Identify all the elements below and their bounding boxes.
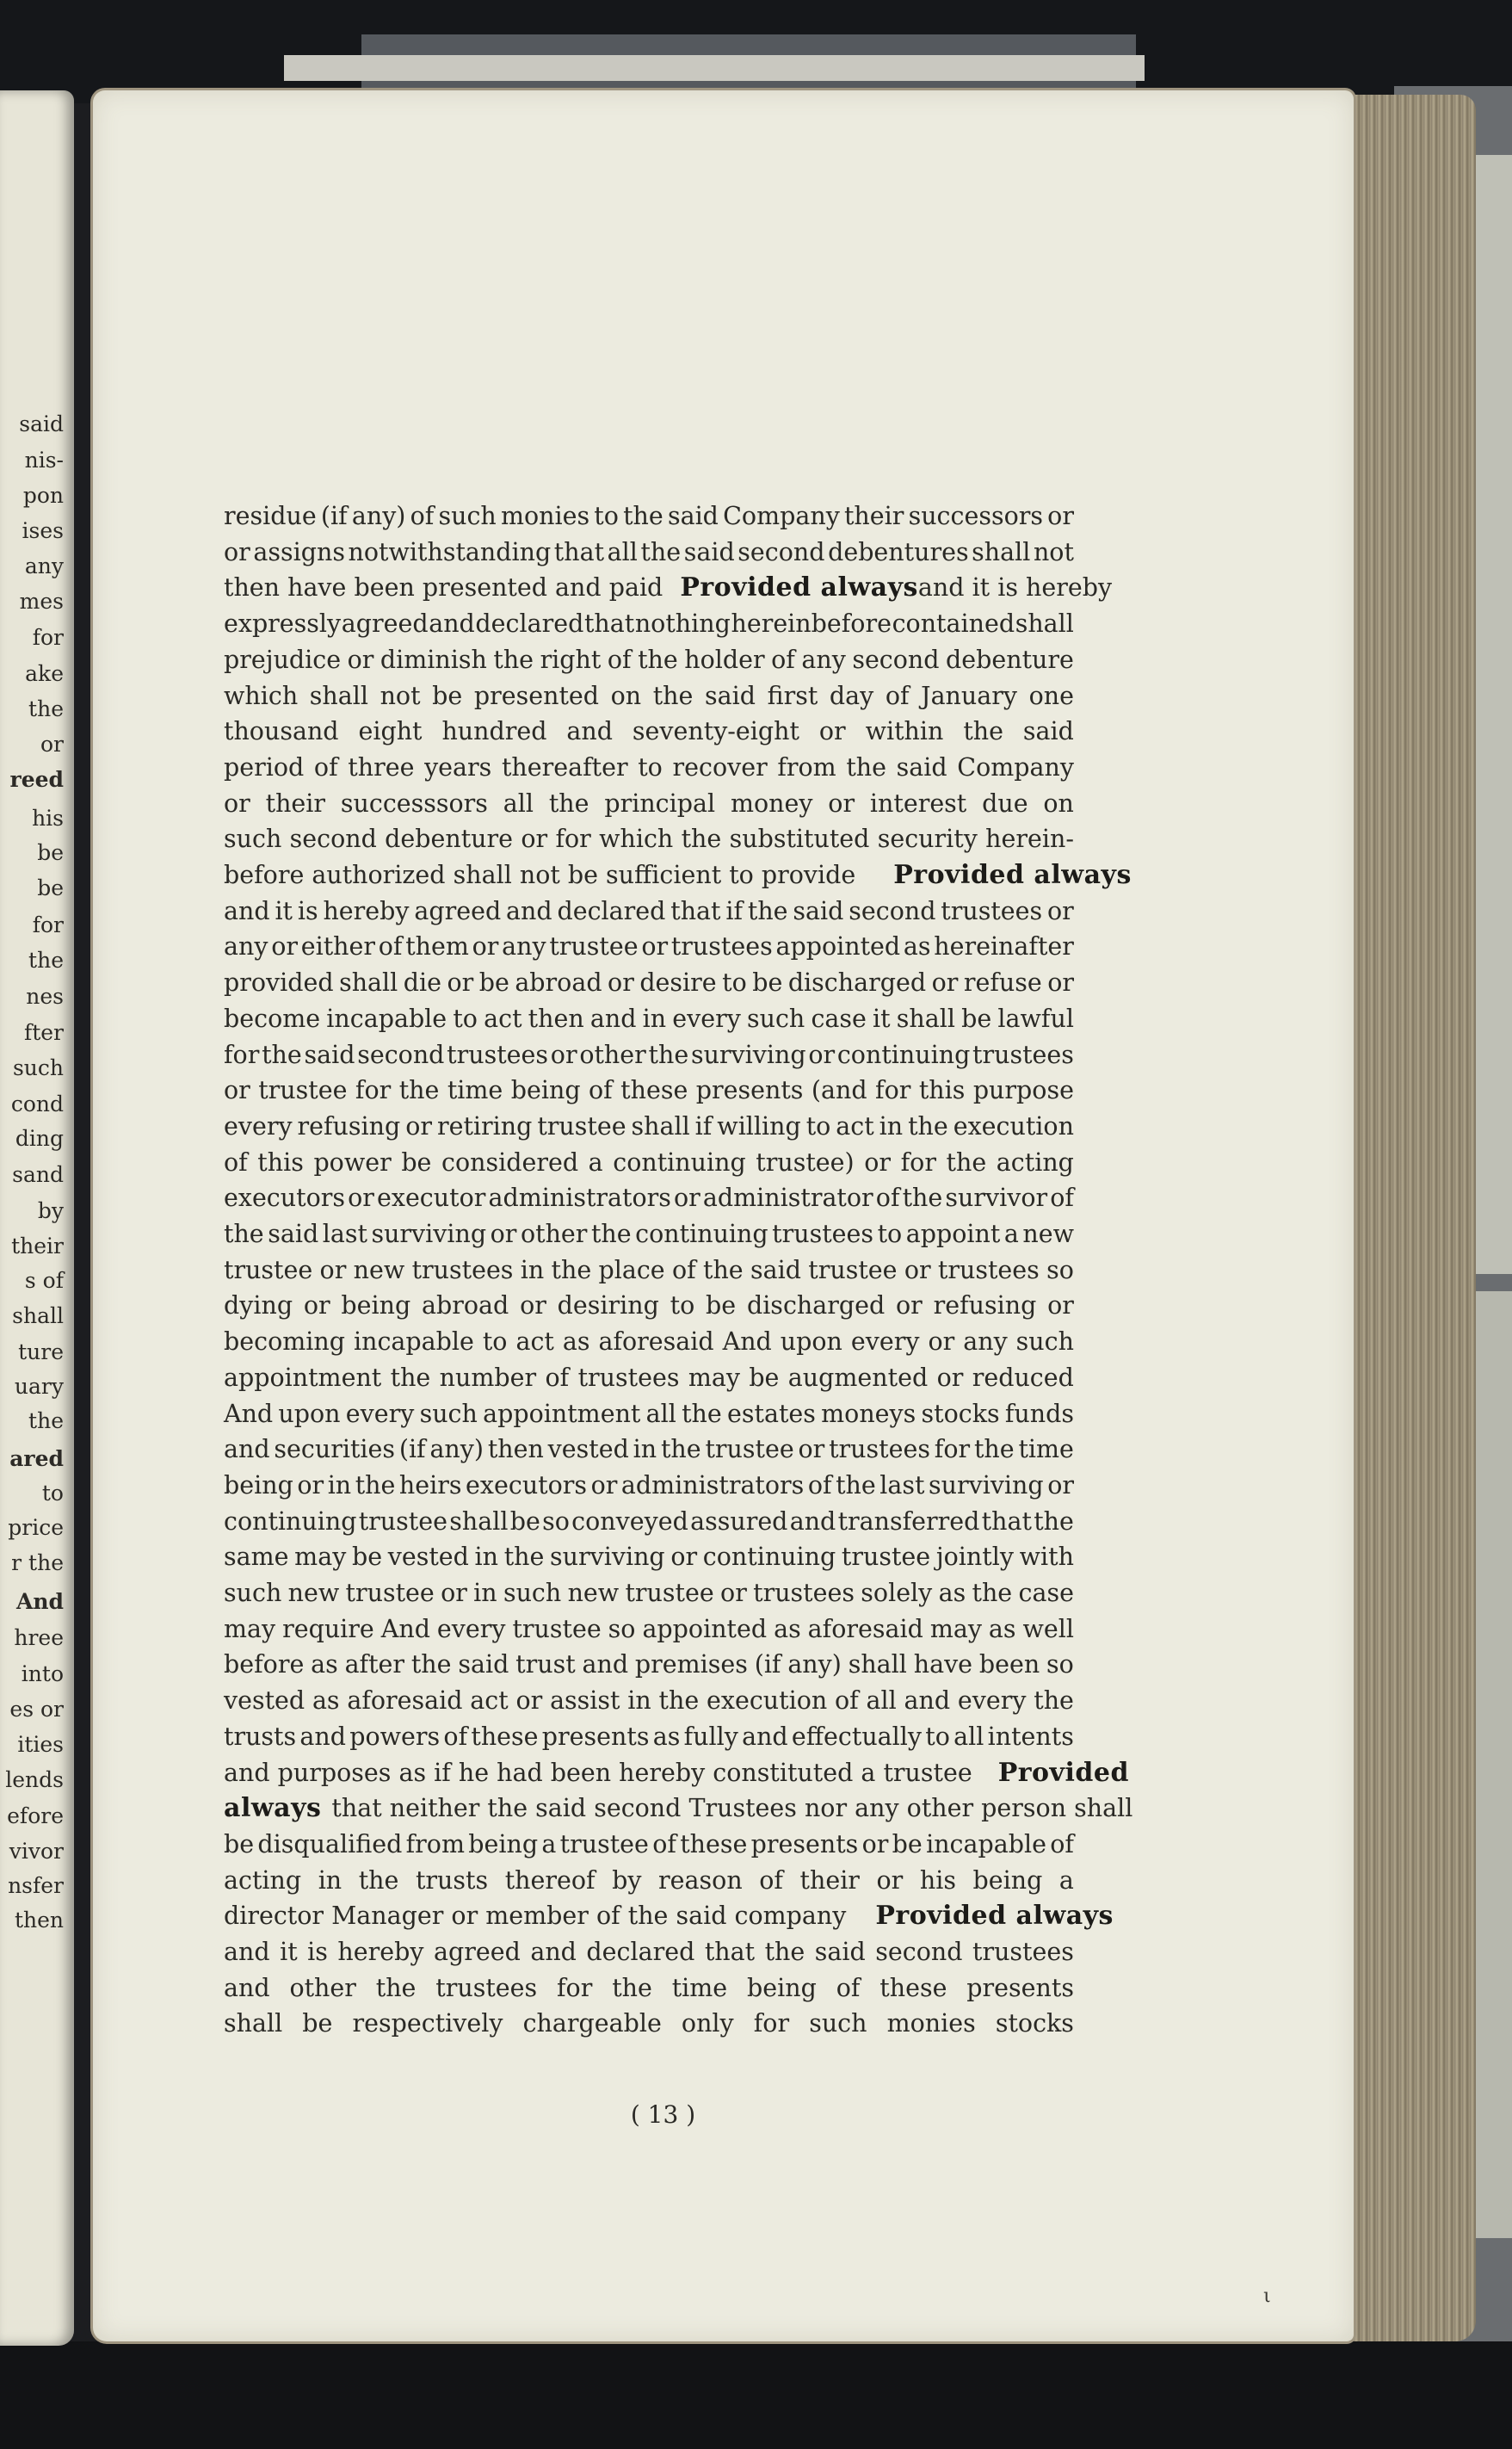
text-segment: trusts and powers of these presents as fully and effectually to all intents <box>224 1722 1074 1751</box>
text-segment: and it is hereby <box>917 573 1113 603</box>
left-page-fragment: for <box>32 625 64 650</box>
text-segment: being or in the heirs executors or administrators of the last surviving or <box>224 1470 1074 1500</box>
left-page-fragment: said <box>19 411 64 436</box>
left-page-fragment: And <box>15 1589 64 1614</box>
text-line <box>224 1073 1074 1108</box>
left-page-fragment: nsfer <box>8 1873 64 1898</box>
left-page-fragment: to <box>41 1481 64 1506</box>
left-page-fragment: be <box>37 840 64 865</box>
text-line <box>224 2007 1074 2041</box>
left-page-fragment: into <box>21 1661 64 1686</box>
left-page-fragment: fter <box>23 1020 64 1045</box>
text-line <box>224 1756 1129 1790</box>
left-page-fragment: s of <box>24 1268 64 1293</box>
text-segment: become incapable to act then and in every such case it shall be lawful <box>224 1004 1074 1033</box>
text-segment: any or either of them or any trustee or trustees appointed as hereinafter <box>224 932 1074 962</box>
text-line <box>224 1540 1074 1574</box>
left-page-fragment: then <box>14 1908 64 1933</box>
left-page-fragment: ities <box>17 1732 64 1757</box>
text-line <box>224 894 1074 929</box>
left-page-fragment: nis- <box>24 448 64 473</box>
left-page-fragment: ture <box>18 1339 64 1364</box>
text-line <box>224 1899 1114 1933</box>
text-segment: expressly agreed and declared that nothing hereinbefore contained shall <box>224 609 1074 639</box>
left-page <box>0 90 74 2346</box>
left-page-fragment: for <box>32 912 64 937</box>
left-page-fragment: the <box>28 1408 64 1433</box>
background-page-strip <box>284 55 1145 81</box>
left-page-fragment: such <box>12 1055 64 1080</box>
text-segment: period of three years thereafter to recover from the said Company <box>224 752 1074 782</box>
text-segment: director Manager or member of the said company <box>224 1902 847 1931</box>
text-line <box>224 571 1113 605</box>
left-page-fragment: cond <box>10 1092 64 1116</box>
text-segment: such new trustee or in such new trustee or trustees solely as the case <box>224 1579 1074 1607</box>
text-line <box>224 1217 1074 1252</box>
page-edges <box>1338 95 1476 2341</box>
provided-always-heading: Provided always <box>893 860 1132 890</box>
text-line <box>224 679 1074 714</box>
text-line <box>224 751 1074 785</box>
text-line <box>224 1253 1074 1288</box>
text-line <box>224 1648 1074 1682</box>
text-line <box>224 1827 1074 1862</box>
text-segment: such second debenture or for which the substituted security herein- <box>224 825 1074 854</box>
text-segment: of this power be considered a continuing trustee) or for the acting <box>224 1147 1074 1177</box>
text-line <box>224 499 1074 534</box>
left-page-fragment: uary <box>14 1374 64 1399</box>
left-page-fragment: be <box>37 875 64 900</box>
text-segment: the said last surviving or other the continuing trustees to appoint a new <box>224 1220 1074 1248</box>
text-segment: trustee or new trustees in the place of the said trustee or trustees so <box>224 1255 1074 1284</box>
text-line <box>224 1469 1074 1503</box>
left-page-fragment: ises <box>22 518 64 543</box>
text-segment: or trustee for the time being of these presents (and for this purpose <box>224 1076 1074 1105</box>
text-segment: continuing trustee shall be so conveyed assured and transferred that the <box>224 1506 1074 1536</box>
page-mark: ι <box>1263 2285 1271 2307</box>
text-line <box>224 822 1074 857</box>
text-line <box>224 1612 1074 1647</box>
text-segment: acting in the trusts thereof by reason of their or his being a <box>224 1865 1074 1895</box>
left-page-fragment: r the <box>11 1550 64 1575</box>
left-page-fragment: lends <box>5 1767 64 1792</box>
left-page-fragment: hree <box>14 1625 64 1650</box>
text-segment: residue (if any) of such monies to the said Company their successors or <box>224 502 1074 530</box>
left-page-fragment: reed <box>9 767 64 792</box>
text-line <box>224 1289 1074 1323</box>
left-page-fragment: es or <box>9 1697 64 1722</box>
left-page-fragment: vivor <box>9 1839 64 1864</box>
left-page-fragment: pon <box>22 483 64 508</box>
left-page-fragment: price <box>8 1515 64 1540</box>
text-segment: thousand eight hundred and seventy-eight or within the said <box>224 717 1074 746</box>
left-page-fragment: their <box>11 1234 64 1259</box>
text-line <box>224 1146 1074 1180</box>
text-line <box>224 1864 1074 1898</box>
document-page <box>93 90 1354 2341</box>
text-line <box>224 1684 1074 1718</box>
left-page-fragment: ding <box>15 1126 64 1151</box>
provided-always-heading: Provided always <box>680 572 918 603</box>
text-line <box>224 1181 1074 1215</box>
text-segment: prejudice or diminish the right of the holder of any second debenture <box>224 645 1074 674</box>
text-line <box>224 1325 1074 1359</box>
left-page-fragment: the <box>28 948 64 973</box>
left-page-fragment: ared <box>9 1446 64 1471</box>
text-line <box>224 1935 1074 1970</box>
text-segment: shall be respectively chargeable only for such monies stocks <box>224 2009 1074 2038</box>
text-segment: provided shall die or be abroad or desire to be discharged or refuse or <box>224 968 1074 998</box>
text-segment: then have been presented and paid <box>224 573 663 603</box>
text-segment: vested as aforesaid act or assist in the execution of all and every the <box>224 1686 1074 1716</box>
background-bottom <box>0 2341 1512 2449</box>
text-line <box>224 1720 1074 1754</box>
text-segment: becoming incapable to act as aforesaid And upon every or any such <box>224 1327 1074 1357</box>
text-line <box>224 966 1074 1000</box>
text-segment: may require And every trustee so appointed as aforesaid may as well <box>224 1614 1074 1643</box>
text-segment: and securities (if any) then vested in the trustee or trustees for the time <box>224 1435 1074 1464</box>
text-segment: be disqualified from being a trustee of these presents or be incapable of <box>224 1829 1074 1858</box>
text-segment: and purposes as if he had been hereby constituted a trustee <box>224 1758 972 1787</box>
text-line <box>224 930 1074 964</box>
text-segment: for the said second trustees or other the surviving or continuing trustees <box>224 1040 1074 1069</box>
text-segment: and it is hereby agreed and declared that if the said second trustees or <box>224 896 1074 925</box>
left-page-fragment: shall <box>12 1303 64 1328</box>
text-segment: or their successsors all the principal money or interest due on <box>224 789 1074 818</box>
page-number: ( 13 ) <box>630 2100 696 2129</box>
provided-always-heading: Provided <box>997 1757 1129 1788</box>
text-line <box>224 1361 1074 1395</box>
text-line <box>224 1002 1074 1036</box>
text-line <box>224 1397 1074 1432</box>
text-segment: dying or being abroad or desiring to be discharged or refusing or <box>224 1291 1074 1320</box>
text-segment: And upon every such appointment all the estates moneys stocks funds <box>224 1399 1074 1428</box>
left-page-fragment: any <box>24 553 64 578</box>
left-page-fragment: ake <box>25 661 64 686</box>
text-line <box>224 1038 1074 1073</box>
text-line <box>224 1505 1074 1539</box>
provided-always-heading: always <box>224 1793 322 1824</box>
left-page-fragment: the <box>28 696 64 721</box>
text-line <box>224 607 1074 641</box>
text-line <box>224 714 1074 749</box>
left-page-fragment: by <box>37 1198 64 1223</box>
provided-always-heading: Provided always <box>875 1901 1114 1932</box>
left-page-fragment: or <box>40 732 64 757</box>
left-page-fragment: mes <box>19 589 64 614</box>
text-segment: same may be vested in the surviving or continuing trustee jointly with <box>224 1543 1074 1572</box>
text-line <box>224 535 1074 570</box>
text-line <box>224 1432 1074 1467</box>
text-segment: appointment the number of trustees may be augmented or reduced <box>224 1363 1074 1392</box>
text-line <box>224 1971 1074 2006</box>
text-line <box>224 1110 1074 1144</box>
text-segment: every refusing or retiring trustee shall if willing to act in the execution <box>224 1111 1074 1141</box>
left-page-fragment: sand <box>12 1162 64 1187</box>
text-segment: and it is hereby agreed and declared that the said second trustees <box>224 1938 1074 1966</box>
left-page-fragment: his <box>32 806 64 831</box>
text-line <box>224 787 1074 821</box>
text-segment: before as after the said trust and premises (if any) shall have been so <box>224 1650 1074 1679</box>
text-line <box>224 858 1132 893</box>
left-page-fragment: efore <box>7 1803 64 1828</box>
text-line <box>224 643 1074 677</box>
text-line <box>224 1576 1074 1611</box>
text-segment: that neither the said second Trustees nor any other person shall <box>331 1794 1133 1823</box>
text-segment: before authorized shall not be sufficient to provide <box>224 861 856 889</box>
text-segment: executors or executor administrators or administrator of the survivor of <box>224 1184 1074 1213</box>
left-page-fragment: nes <box>26 984 64 1009</box>
text-segment: which shall not be presented on the said first day of January one <box>224 681 1074 710</box>
text-line <box>224 1791 1133 1826</box>
text-segment: or assigns notwithstanding that all the said second debentures shall not <box>224 537 1074 566</box>
text-segment: and other the trustees for the time being of these presents <box>224 1973 1074 2002</box>
